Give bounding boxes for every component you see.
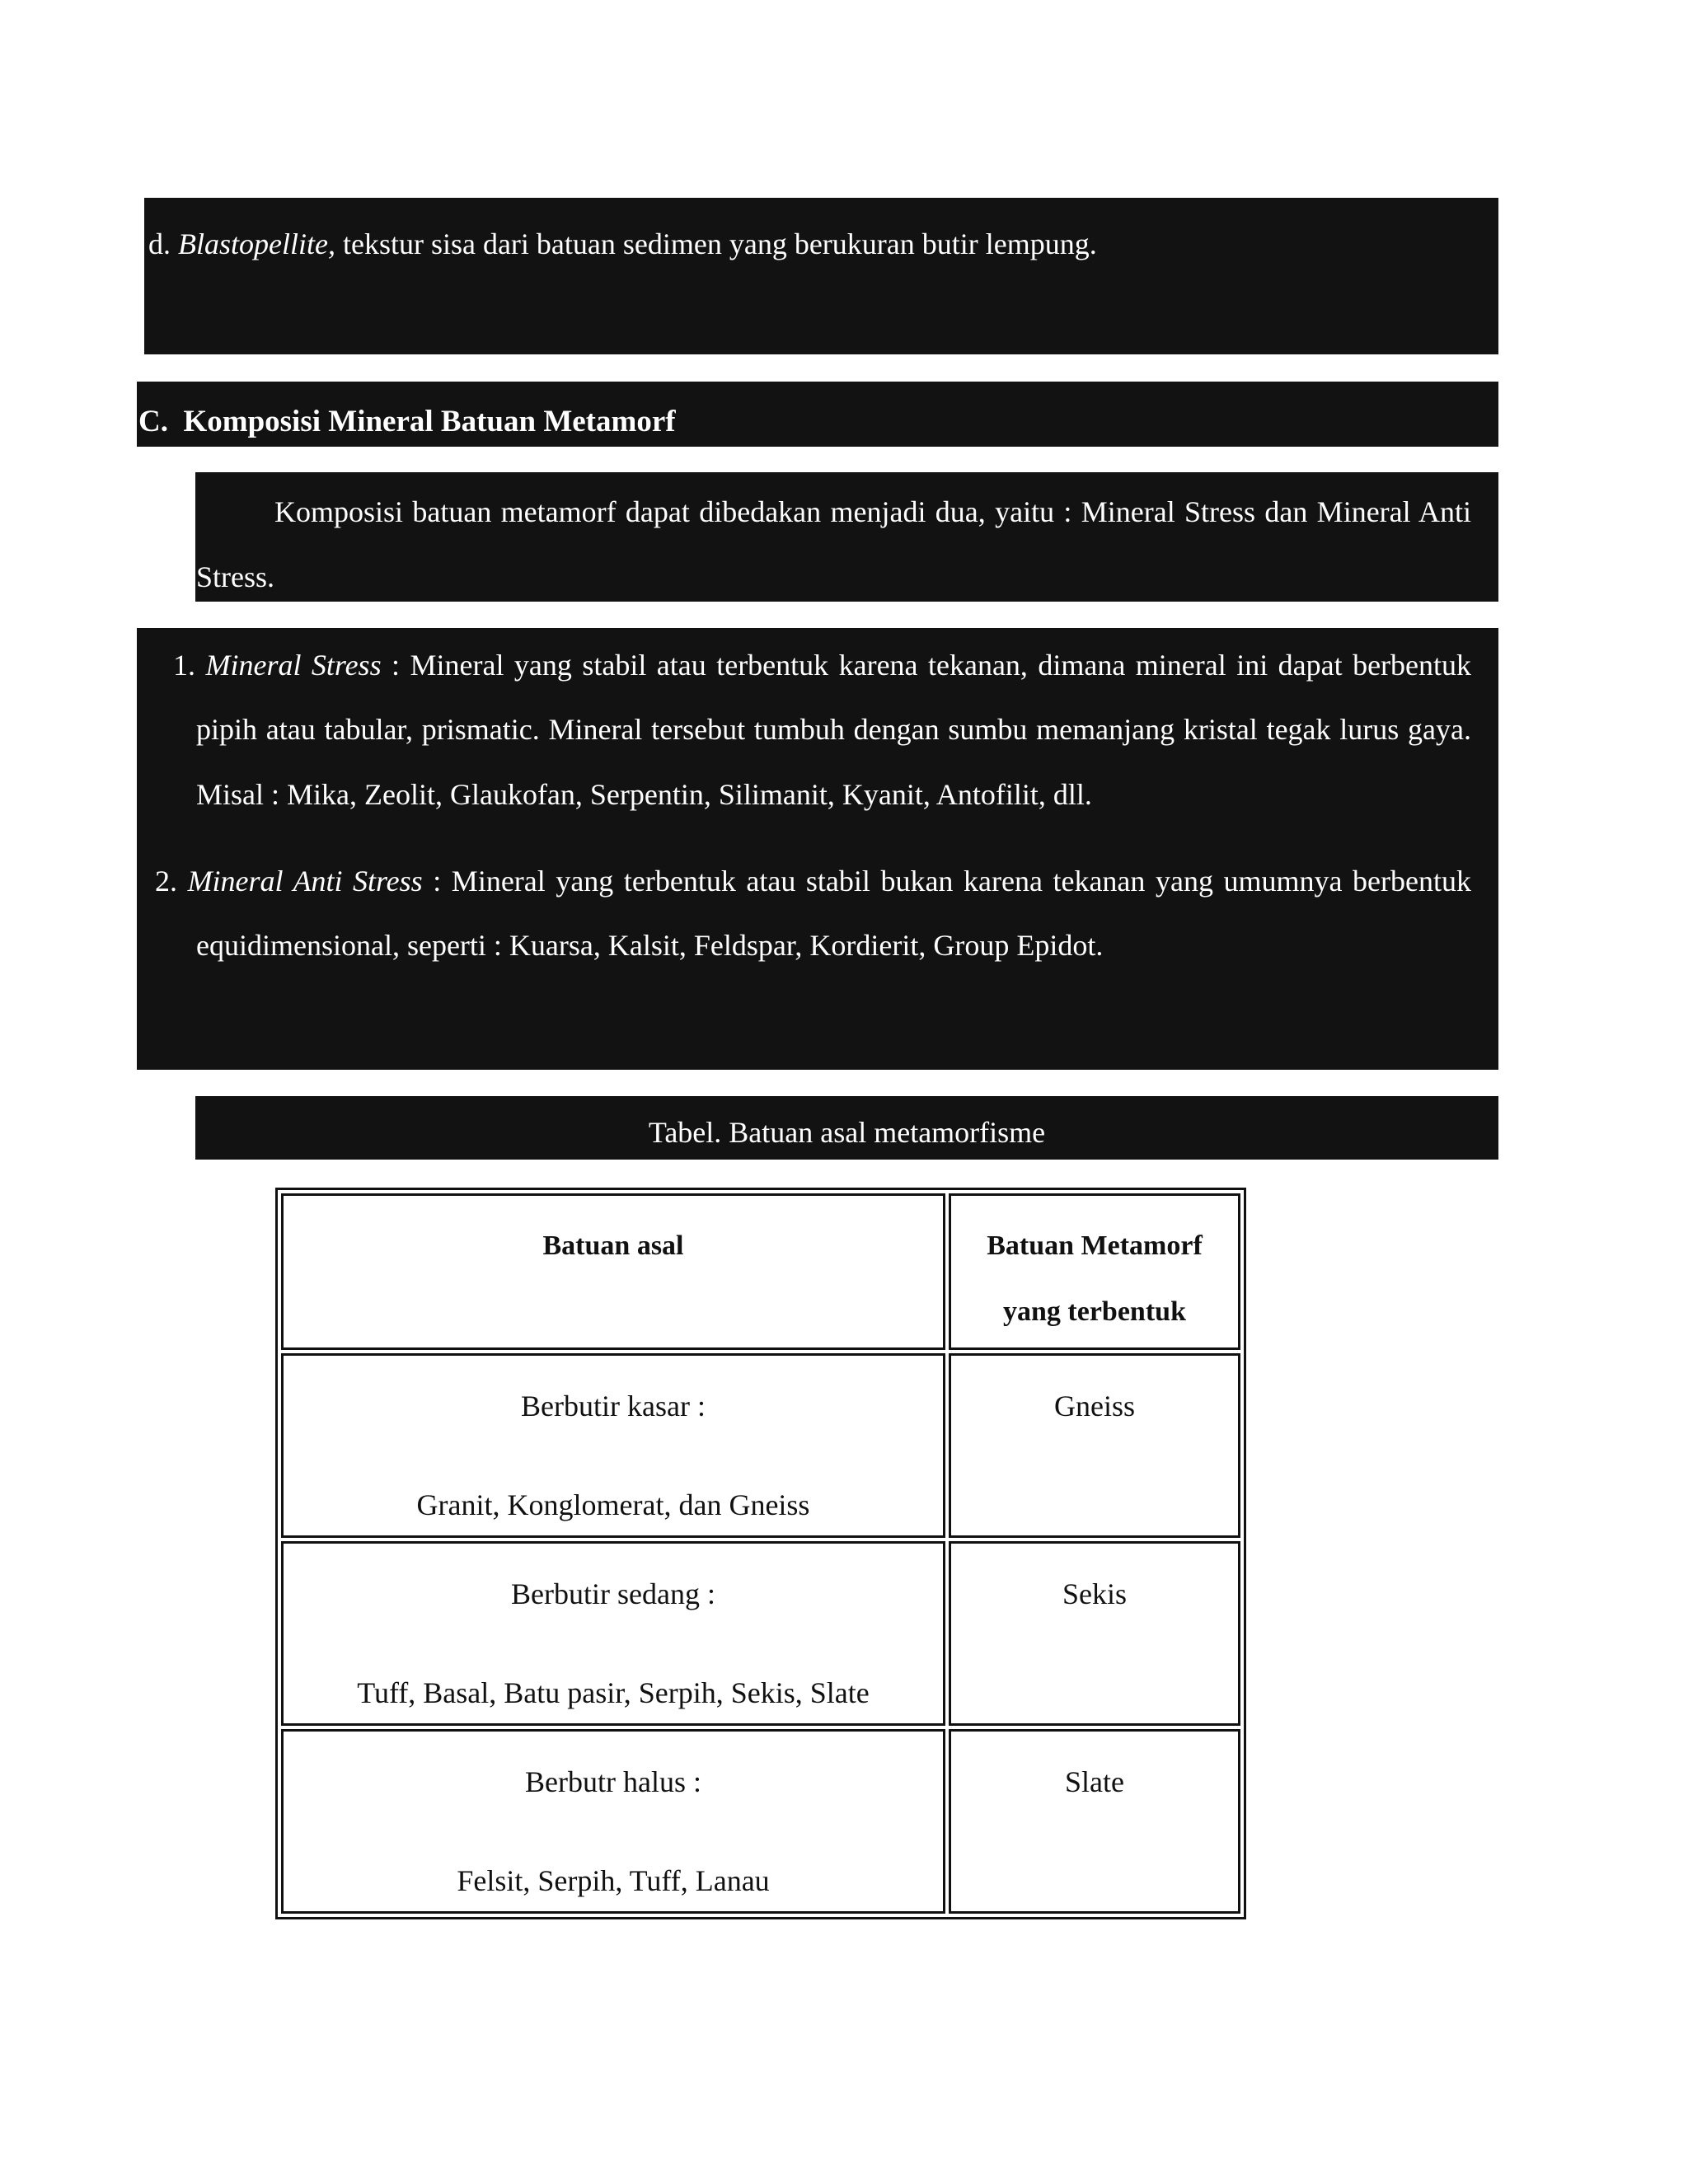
item-d-block [144, 198, 1498, 354]
rock-origin-table [275, 1188, 1246, 1919]
table-cell-result [949, 1729, 1240, 1914]
list-item-1-term: Mineral Stress [205, 649, 382, 682]
row-examples: Felsit, Serpih, Tuff, Lanau [457, 1864, 770, 1897]
header-batuan-asal [281, 1193, 945, 1350]
table-row [281, 1353, 1240, 1538]
header-col1-text: Batuan asal [542, 1230, 684, 1261]
table-cell-result [949, 1541, 1240, 1726]
list-item-2-line-1 [155, 866, 1471, 896]
row-result: Sekis [1062, 1577, 1127, 1610]
section-heading [138, 406, 676, 437]
header-batuan-metamorf [949, 1193, 1240, 1350]
header-col2-line-1: Batuan Metamorf [987, 1230, 1203, 1261]
list-item-2-text: : Mineral yang terbentuk atau stabil bukan karena tekanan yang umumnya berbentuk [433, 865, 1472, 898]
list-item-2-number: 2. [155, 865, 177, 898]
item-d-label: d. [148, 227, 171, 260]
header-col2-line-2: yang terbentuk [1003, 1296, 1186, 1327]
table-cell-origin [281, 1729, 945, 1914]
table-header-row [281, 1193, 1240, 1350]
row-result: Gneiss [1054, 1390, 1135, 1422]
list-item-2-term: Mineral Anti Stress [187, 865, 423, 898]
item-d-description: tekstur sisa dari batuan sedimen yang berukuran butir lempung. [342, 227, 1097, 260]
table-cell-origin [281, 1541, 945, 1726]
row-examples: Tuff, Basal, Batu pasir, Serpih, Sekis, Slate [357, 1676, 870, 1709]
intro-block [195, 472, 1498, 602]
table-cell-origin [281, 1353, 945, 1538]
row-examples: Granit, Konglomerat, dan Gneiss [416, 1488, 810, 1521]
section-number: C. [138, 405, 168, 438]
list-item-1-line-1 [173, 650, 1471, 680]
row-label: Berbutr halus : [525, 1765, 701, 1798]
item-d-term: Blastopellite, [178, 227, 335, 260]
intro-line-2: Stress. [196, 560, 275, 593]
table-row [281, 1729, 1240, 1914]
table-caption: Tabel. Batuan asal metamorfisme [648, 1116, 1046, 1149]
table-cell-result [949, 1353, 1240, 1538]
row-result: Slate [1065, 1765, 1124, 1798]
list-item-1-line-2: pipih atau tabular, prismatic. Mineral tersebut tumbuh dengan sumbu memanjang kristal tegak lurus gaya. [196, 713, 1471, 746]
list-item-1-text: : Mineral yang stabil atau terbentuk karena tekanan, dimana mineral ini dapat berbentuk [392, 649, 1472, 682]
row-label: Berbutir kasar : [521, 1390, 706, 1422]
section-title: Komposisi Mineral Batuan Metamorf [183, 405, 676, 438]
list-item-1-number: 1. [173, 649, 195, 682]
mineral-list-block [137, 628, 1498, 1070]
list-item-1-line-3: Misal : Mika, Zeolit, Glaukofan, Serpentin, Silimanit, Kyanit, Antofilit, dll. [196, 778, 1092, 811]
intro-line-1: Komposisi batuan metamorf dapat dibedakan menjadi dua, yaitu : Mineral Stress dan Mineral Anti [274, 495, 1471, 528]
item-d-text [148, 229, 1097, 259]
row-label: Berbutir sedang : [511, 1577, 715, 1610]
list-item-2-line-2: equidimensional, seperti : Kuarsa, Kalsit, Feldspar, Kordierit, Group Epidot. [196, 929, 1104, 962]
table-row [281, 1541, 1240, 1726]
